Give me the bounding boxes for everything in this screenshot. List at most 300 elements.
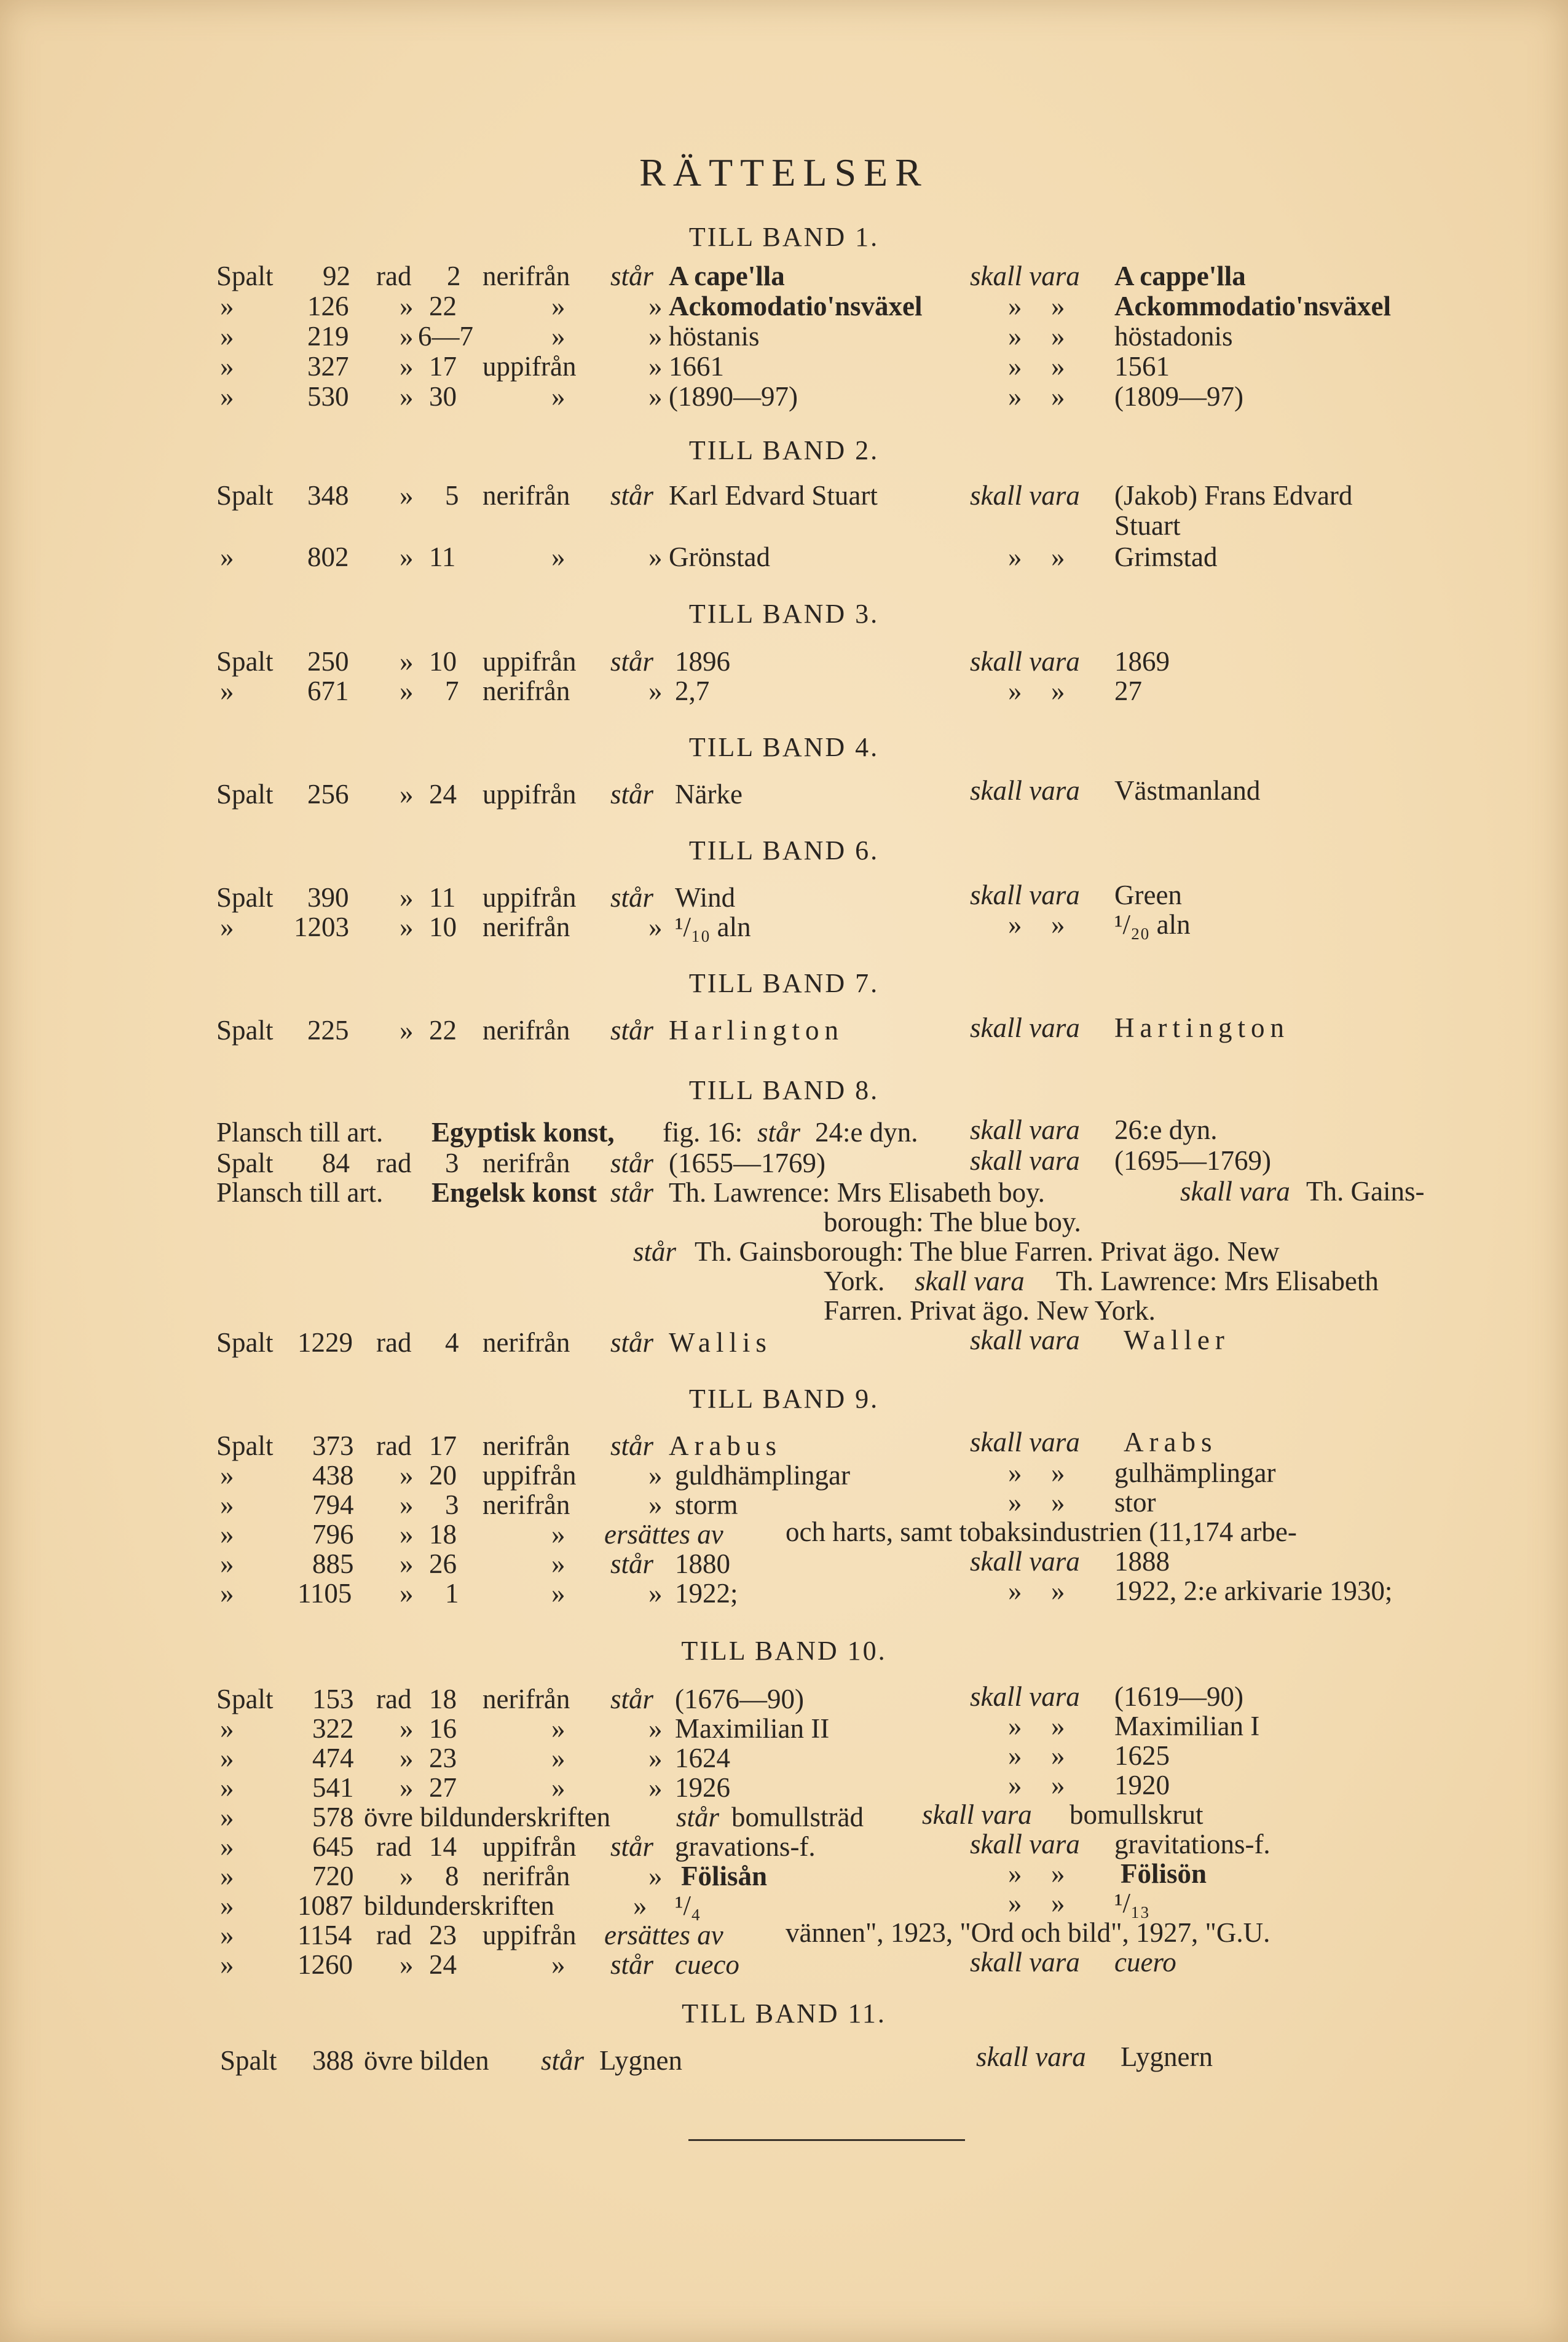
correct-text-continued: borough: The blue boy. bbox=[824, 1207, 1081, 1237]
col-direction: nerifrån bbox=[483, 1430, 570, 1461]
col-skall-vara: » bbox=[1008, 1888, 1022, 1918]
col-spalt: Spalt bbox=[216, 1430, 274, 1461]
correct-text: 1922, 2:e arkivarie 1930; bbox=[1114, 1575, 1393, 1606]
correct-text: Lygnern bbox=[1121, 2041, 1213, 2072]
col-ditto: » bbox=[1051, 542, 1065, 572]
wrong-text: bomullsträd bbox=[731, 1802, 864, 1832]
col-direction: uppifrån bbox=[483, 646, 577, 677]
col-rad-number: 3 bbox=[445, 1148, 459, 1178]
wrong-text: Karl Edvard Stuart bbox=[669, 480, 878, 511]
wrong-text: 1624 bbox=[675, 1743, 730, 1773]
col-spalt-number: 390 bbox=[307, 882, 349, 913]
col-skall-vara: » bbox=[1008, 321, 1022, 352]
wrong-text: Arabus bbox=[669, 1430, 782, 1461]
col-ditto: » bbox=[1051, 1711, 1065, 1741]
col-rad-number: 6—7 bbox=[418, 321, 473, 352]
correct-text: Th. Lawrence: Mrs Elisabeth bbox=[1056, 1266, 1379, 1296]
col-direction: uppifrån bbox=[483, 779, 577, 810]
col-rad: » bbox=[400, 351, 414, 382]
col-ditto: » bbox=[1051, 321, 1065, 352]
col-skall-vara: » bbox=[1008, 1711, 1022, 1741]
col-spalt-number: 322 bbox=[312, 1713, 354, 1744]
col-rad-number: 10 bbox=[429, 646, 457, 677]
wrong-text: storm bbox=[675, 1489, 738, 1520]
col-direction: nerifrån bbox=[483, 261, 570, 291]
page-title: RÄTTELSER bbox=[639, 151, 929, 194]
correct-text: gravitations-f. bbox=[1114, 1829, 1271, 1859]
col-rad: » bbox=[400, 542, 414, 572]
col-spalt-number: 225 bbox=[307, 1015, 349, 1046]
wrong-text: 2,7 bbox=[675, 676, 710, 706]
col-ditto: » bbox=[1051, 381, 1065, 412]
col-spalt-number: 530 bbox=[307, 381, 349, 412]
col-spalt-number: 645 bbox=[312, 1831, 354, 1862]
col-spalt: Spalt bbox=[216, 261, 274, 291]
col-spalt-number: 1154 bbox=[297, 1920, 352, 1950]
wrong-text: cueco bbox=[675, 1949, 739, 1980]
col-spalt: » bbox=[220, 291, 234, 321]
wrong-text: 1880 bbox=[675, 1548, 730, 1579]
col-star: står bbox=[610, 1831, 654, 1862]
col-spalt-number: 153 bbox=[312, 1684, 354, 1714]
col-star: står bbox=[610, 480, 654, 511]
col-spalt: Spalt bbox=[216, 1148, 274, 1178]
col-spalt-number: 84 bbox=[322, 1148, 350, 1178]
col-skall-vara: » bbox=[1008, 1770, 1022, 1800]
col-skall-vara: » bbox=[1008, 381, 1022, 412]
col-star: » bbox=[648, 1713, 663, 1744]
col-rad: rad bbox=[376, 1148, 412, 1178]
col-ditto: » bbox=[1051, 1858, 1065, 1889]
col-spalt: Spalt bbox=[216, 1327, 274, 1358]
col-star: står bbox=[610, 1015, 654, 1046]
col-star: » bbox=[648, 351, 663, 382]
col-ditto: » bbox=[1051, 909, 1065, 940]
col-spalt-number: 219 bbox=[307, 321, 349, 352]
col-rad-number: 24 bbox=[429, 1949, 457, 1980]
col-star: står bbox=[541, 2045, 585, 2076]
wrong-text: och harts, samt tobaksindustrien (11,174 arbe- bbox=[786, 1516, 1297, 1547]
caption-location: övre bildunderskriften bbox=[364, 1802, 611, 1832]
col-spalt-number: 671 bbox=[307, 676, 349, 706]
col-spalt: » bbox=[220, 1802, 234, 1832]
col-skall-vara: skall vara bbox=[970, 1012, 1080, 1043]
col-rad: rad bbox=[376, 261, 412, 291]
col-direction: nerifrån bbox=[483, 1861, 570, 1891]
col-rad-number: 10 bbox=[429, 912, 457, 942]
correct-text: 1561 bbox=[1114, 351, 1170, 382]
correct-text: cuero bbox=[1114, 1947, 1176, 1977]
correct-text: stor bbox=[1114, 1487, 1156, 1518]
col-skall-vara: skall vara bbox=[970, 1114, 1080, 1145]
correct-text: (Jakob) Frans Edvard bbox=[1114, 480, 1353, 511]
col-spalt: » bbox=[220, 1460, 234, 1491]
col-spalt-number: 802 bbox=[307, 542, 349, 572]
col-direction: nerifrån bbox=[483, 480, 570, 511]
band-heading: TILL BAND 3. bbox=[688, 599, 880, 629]
plansch-label: Plansch till art. bbox=[216, 1117, 384, 1148]
col-spalt-number: 474 bbox=[312, 1743, 354, 1773]
col-skall-vara: skall vara bbox=[970, 646, 1080, 677]
correct-text: 1625 bbox=[1114, 1740, 1170, 1771]
col-rad-number: 22 bbox=[429, 1015, 457, 1046]
wrong-text: gravations-f. bbox=[675, 1831, 816, 1862]
col-direction: uppifrån bbox=[483, 351, 577, 382]
col-spalt: » bbox=[220, 1743, 234, 1773]
col-spalt: » bbox=[220, 542, 234, 572]
col-skall-vara: » bbox=[1008, 1457, 1022, 1488]
wrong-text: 1926 bbox=[675, 1772, 730, 1803]
col-spalt-number: 250 bbox=[307, 646, 349, 677]
correct-text: (1695—1769) bbox=[1114, 1145, 1271, 1176]
col-skall-vara: » bbox=[1008, 1575, 1022, 1606]
col-direction: nerifrån bbox=[483, 1489, 570, 1520]
col-star: står bbox=[610, 1949, 654, 1980]
band-heading: TILL BAND 6. bbox=[688, 835, 880, 865]
wrong-text: (1676—90) bbox=[675, 1684, 804, 1714]
correct-text: (1809—97) bbox=[1114, 381, 1243, 412]
col-rad-number: 20 bbox=[429, 1460, 457, 1491]
col-direction: » bbox=[551, 1548, 565, 1579]
col-star: står bbox=[610, 1177, 654, 1208]
col-direction: nerifrån bbox=[483, 1327, 570, 1358]
col-spalt-number: 720 bbox=[312, 1861, 354, 1891]
col-rad: » bbox=[400, 676, 414, 706]
correct-text: Hartington bbox=[1114, 1012, 1290, 1043]
plansch-label: Plansch till art. bbox=[216, 1177, 384, 1208]
col-rad: » bbox=[400, 779, 414, 810]
wrong-text: Grönstad bbox=[669, 542, 770, 572]
col-spalt-number: 388 bbox=[312, 2045, 354, 2076]
col-spalt-number: 1229 bbox=[297, 1327, 353, 1358]
col-rad: » bbox=[400, 1861, 414, 1891]
col-star: står bbox=[610, 779, 654, 810]
col-star: » bbox=[648, 1460, 663, 1491]
col-rad: » bbox=[400, 1519, 414, 1550]
col-spalt: Spalt bbox=[216, 882, 274, 913]
col-rad: rad bbox=[376, 1430, 412, 1461]
col-ditto: » bbox=[1051, 1487, 1065, 1518]
col-skall-vara: » bbox=[1008, 1740, 1022, 1771]
band-heading: TILL BAND 2. bbox=[688, 435, 880, 465]
col-direction: uppifrån bbox=[483, 1831, 577, 1862]
correct-text-continued: Stuart bbox=[1114, 510, 1181, 541]
col-skall-vara: » bbox=[1008, 676, 1022, 706]
col-star: står bbox=[610, 261, 654, 291]
col-rad-number: 27 bbox=[429, 1772, 457, 1803]
col-rad-number: 4 bbox=[445, 1327, 459, 1358]
col-direction: » bbox=[551, 1743, 565, 1773]
col-star: står bbox=[610, 1148, 654, 1178]
band-heading: TILL BAND 11. bbox=[682, 1998, 886, 2029]
col-skall-vara: skall vara bbox=[970, 880, 1080, 910]
col-star: » bbox=[633, 1890, 647, 1921]
correct-text: Maximilian I bbox=[1114, 1711, 1260, 1741]
col-spalt: » bbox=[220, 912, 234, 942]
col-rad: » bbox=[400, 1489, 414, 1520]
wrong-text: 1922; bbox=[675, 1578, 738, 1609]
wrong-text: Wind bbox=[675, 882, 736, 913]
col-star: står bbox=[610, 1548, 654, 1579]
col-rad-number: 18 bbox=[429, 1684, 457, 1714]
col-rad: » bbox=[400, 1949, 414, 1980]
col-skall-vara: skall vara bbox=[1180, 1176, 1290, 1207]
correct-text: ¹/₁₃ bbox=[1114, 1888, 1150, 1918]
col-direction: » bbox=[551, 1519, 565, 1550]
col-skall-vara: » bbox=[1008, 291, 1022, 321]
col-rad: » bbox=[400, 381, 414, 412]
wrong-text: Ackomodatio'nsväxel bbox=[669, 291, 923, 321]
col-rad-number: 1 bbox=[445, 1578, 459, 1609]
col-spalt: » bbox=[220, 1949, 234, 1980]
col-spalt-number: 578 bbox=[312, 1802, 354, 1832]
wrong-text: ¹/₄ bbox=[675, 1890, 701, 1921]
wrong-text: guldhämplingar bbox=[675, 1460, 850, 1491]
col-rad-number: 2 bbox=[447, 261, 461, 291]
col-rad: » bbox=[400, 912, 414, 942]
col-direction: nerifrån bbox=[483, 1015, 570, 1046]
col-skall-vara: » bbox=[1008, 909, 1022, 940]
wrong-text: 1896 bbox=[675, 646, 730, 677]
col-star: » bbox=[648, 1578, 663, 1609]
col-spalt-number: 885 bbox=[312, 1548, 354, 1579]
col-skall-vara: skall vara bbox=[970, 1681, 1080, 1712]
col-skall-vara: skall vara bbox=[970, 775, 1080, 806]
band-heading: TILL BAND 7. bbox=[688, 968, 880, 998]
col-rad: rad bbox=[376, 1920, 412, 1950]
correct-text: gulhämplingar bbox=[1114, 1457, 1276, 1488]
col-spalt-number: 1087 bbox=[297, 1890, 353, 1921]
col-spalt: Spalt bbox=[216, 646, 274, 677]
col-spalt: » bbox=[220, 1548, 234, 1579]
col-spalt: Spalt bbox=[216, 1015, 274, 1046]
col-star: står bbox=[633, 1236, 677, 1267]
col-rad: » bbox=[400, 646, 414, 677]
col-spalt: » bbox=[220, 321, 234, 352]
col-direction: nerifrån bbox=[483, 1684, 570, 1714]
correct-text: A cappe'lla bbox=[1114, 261, 1246, 291]
col-spalt-number: 1105 bbox=[297, 1578, 352, 1609]
col-spalt-number: 541 bbox=[312, 1772, 354, 1803]
col-spalt: » bbox=[220, 1519, 234, 1550]
col-ditto: » bbox=[1051, 676, 1065, 706]
col-rad-number: 23 bbox=[429, 1743, 457, 1773]
col-spalt: Spalt bbox=[216, 1684, 274, 1714]
col-direction: » bbox=[551, 1713, 565, 1744]
col-star: » bbox=[648, 912, 663, 942]
band-heading: TILL BAND 8. bbox=[688, 1075, 880, 1105]
col-skall-vara: » bbox=[1008, 1487, 1022, 1518]
col-spalt: » bbox=[220, 1831, 234, 1862]
col-spalt: » bbox=[220, 1920, 234, 1950]
col-rad-number: 7 bbox=[445, 676, 459, 706]
col-rad-number: 14 bbox=[429, 1831, 457, 1862]
col-rad-number: 16 bbox=[429, 1713, 457, 1744]
closing-rule bbox=[688, 2139, 965, 2141]
col-spalt-number: 438 bbox=[312, 1460, 354, 1491]
wrong-text: Harlington bbox=[669, 1015, 844, 1046]
col-skall-vara: skall vara bbox=[970, 261, 1080, 291]
wrong-text: A cape'lla bbox=[669, 261, 785, 291]
correct-text: Arabs bbox=[1124, 1427, 1218, 1457]
col-star: står bbox=[676, 1802, 720, 1832]
wrong-text: Wallis bbox=[669, 1327, 772, 1358]
col-skall-vara: » bbox=[1008, 351, 1022, 382]
col-star: står bbox=[610, 882, 654, 913]
correct-text-continued: Farren. Privat ägo. New York. bbox=[824, 1295, 1156, 1326]
wrong-text: ¹/₁₀ aln bbox=[675, 912, 751, 942]
col-ditto: » bbox=[1051, 291, 1065, 321]
col-spalt: Spalt bbox=[216, 779, 274, 810]
wrong-text: Fölisån bbox=[681, 1861, 768, 1891]
correct-text: Västmanland bbox=[1114, 775, 1261, 806]
col-star: » bbox=[648, 1772, 663, 1803]
col-rad-number: 30 bbox=[429, 381, 457, 412]
col-direction: » bbox=[551, 381, 565, 412]
col-rad-number: 18 bbox=[429, 1519, 457, 1550]
col-direction: uppifrån bbox=[483, 882, 577, 913]
col-star: står bbox=[610, 1327, 654, 1358]
col-skall-vara: skall vara bbox=[970, 480, 1080, 511]
caption-location: bildunderskriften bbox=[364, 1890, 554, 1921]
correct-text: (1619—90) bbox=[1114, 1681, 1243, 1712]
col-skall-vara: skall vara bbox=[970, 1145, 1080, 1176]
wrong-text: vännen", 1923, "Ord och bild", 1927, "G.U. bbox=[786, 1917, 1271, 1948]
col-spalt: Spalt bbox=[220, 2045, 277, 2076]
band-heading: TILL BAND 10. bbox=[681, 1636, 887, 1666]
band-heading: TILL BAND 1. bbox=[688, 222, 880, 252]
wrong-text: Närke bbox=[675, 779, 743, 810]
correct-text: 1920 bbox=[1114, 1770, 1170, 1800]
col-rad-number: 5 bbox=[445, 480, 459, 511]
wrong-text: höstanis bbox=[669, 321, 760, 352]
col-rad-number: 8 bbox=[445, 1861, 459, 1891]
correct-text: höstadonis bbox=[1114, 321, 1233, 352]
correct-text: 1888 bbox=[1114, 1546, 1170, 1577]
col-rad: » bbox=[400, 1743, 414, 1773]
col-direction: » bbox=[551, 542, 565, 572]
col-spalt-number: 256 bbox=[307, 779, 349, 810]
col-rad-number: 3 bbox=[445, 1489, 459, 1520]
col-rad: » bbox=[400, 882, 414, 913]
col-skall-vara: skall vara bbox=[970, 1325, 1080, 1355]
col-rad: » bbox=[400, 1772, 414, 1803]
col-rad: » bbox=[400, 1460, 414, 1491]
col-ditto: » bbox=[1051, 1740, 1065, 1771]
col-rad: rad bbox=[376, 1831, 412, 1862]
col-rad: » bbox=[400, 1015, 414, 1046]
col-rad: » bbox=[400, 1578, 414, 1609]
col-ditto: » bbox=[1051, 1457, 1065, 1488]
col-rad: » bbox=[400, 291, 414, 321]
col-rad-number: 22 bbox=[429, 291, 457, 321]
col-star: » bbox=[648, 321, 663, 352]
col-skall-vara: skall vara bbox=[922, 1799, 1032, 1830]
col-star: står bbox=[757, 1117, 801, 1148]
col-star: » bbox=[648, 542, 663, 572]
col-skall-vara: skall vara bbox=[970, 1546, 1080, 1577]
wrong-text: (1655—1769) bbox=[669, 1148, 825, 1178]
col-rad: » bbox=[400, 1713, 414, 1744]
figure-reference: fig. 16: bbox=[663, 1117, 743, 1148]
wrong-text-continued: York. bbox=[824, 1266, 885, 1296]
col-spalt: » bbox=[220, 676, 234, 706]
col-ditto: » bbox=[1051, 1770, 1065, 1800]
wrong-text: Maximilian II bbox=[675, 1713, 830, 1744]
col-skall-vara: » bbox=[1008, 1858, 1022, 1889]
col-rad: » bbox=[400, 321, 414, 352]
col-rad-number: 17 bbox=[429, 1430, 457, 1461]
band-heading: TILL BAND 4. bbox=[688, 732, 880, 762]
col-rad-number: 17 bbox=[429, 351, 457, 382]
col-skall-vara: skall vara bbox=[970, 1947, 1080, 1977]
col-spalt-number: 1260 bbox=[297, 1949, 353, 1980]
col-direction: nerifrån bbox=[483, 676, 570, 706]
col-rad: rad bbox=[376, 1327, 412, 1358]
col-spalt: » bbox=[220, 381, 234, 412]
col-spalt: » bbox=[220, 1861, 234, 1891]
col-spalt-number: 1203 bbox=[294, 912, 349, 942]
wrong-text: (1890—97) bbox=[669, 381, 798, 412]
col-spalt-number: 92 bbox=[323, 261, 350, 291]
col-star: ersättes av bbox=[604, 1519, 723, 1550]
col-rad: rad bbox=[376, 1684, 412, 1714]
col-direction: uppifrån bbox=[483, 1920, 577, 1950]
article-name: Egyptisk konst, bbox=[431, 1117, 615, 1148]
col-spalt-number: 126 bbox=[307, 291, 349, 321]
correct-text: Fölisön bbox=[1121, 1858, 1207, 1889]
col-skall-vara: skall vara bbox=[970, 1829, 1080, 1859]
correct-text: Waller bbox=[1124, 1325, 1230, 1355]
col-rad-number: 23 bbox=[429, 1920, 457, 1950]
col-star: står bbox=[610, 1430, 654, 1461]
col-star: » bbox=[648, 381, 663, 412]
col-direction: nerifrån bbox=[483, 1148, 570, 1178]
wrong-text: 1661 bbox=[669, 351, 724, 382]
col-direction: uppifrån bbox=[483, 1460, 577, 1491]
col-star: står bbox=[610, 646, 654, 677]
col-direction: » bbox=[551, 1772, 565, 1803]
col-skall-vara: skall vara bbox=[915, 1266, 1025, 1296]
band-heading: TILL BAND 9. bbox=[688, 1384, 880, 1414]
col-spalt: » bbox=[220, 1772, 234, 1803]
col-direction: » bbox=[551, 321, 565, 352]
correct-text: ¹/₂₀ aln bbox=[1114, 909, 1191, 940]
col-spalt: » bbox=[220, 1489, 234, 1520]
col-rad-number: 11 bbox=[429, 882, 456, 913]
correct-text: bomullskrut bbox=[1070, 1799, 1204, 1830]
article-name: Engelsk konst bbox=[431, 1177, 597, 1208]
correct-text: Green bbox=[1114, 880, 1182, 910]
correct-text: Th. Gains- bbox=[1306, 1176, 1425, 1207]
col-star: » bbox=[648, 291, 663, 321]
col-skall-vara: skall vara bbox=[976, 2041, 1086, 2072]
col-direction: » bbox=[551, 291, 565, 321]
col-skall-vara: skall vara bbox=[970, 1427, 1080, 1457]
correct-text: Ackommodatio'nsväxel bbox=[1114, 291, 1391, 321]
col-spalt: Spalt bbox=[216, 480, 274, 511]
col-rad: » bbox=[400, 480, 414, 511]
col-direction: » bbox=[551, 1578, 565, 1609]
wrong-text: 24:e dyn. bbox=[815, 1117, 918, 1148]
col-rad-number: 11 bbox=[429, 542, 456, 572]
col-star: ersättes av bbox=[604, 1920, 723, 1950]
correct-text: 26:e dyn. bbox=[1114, 1114, 1218, 1145]
col-rad: » bbox=[400, 1548, 414, 1579]
col-ditto: » bbox=[1051, 1575, 1065, 1606]
col-star: » bbox=[648, 1489, 663, 1520]
col-spalt-number: 794 bbox=[312, 1489, 354, 1520]
